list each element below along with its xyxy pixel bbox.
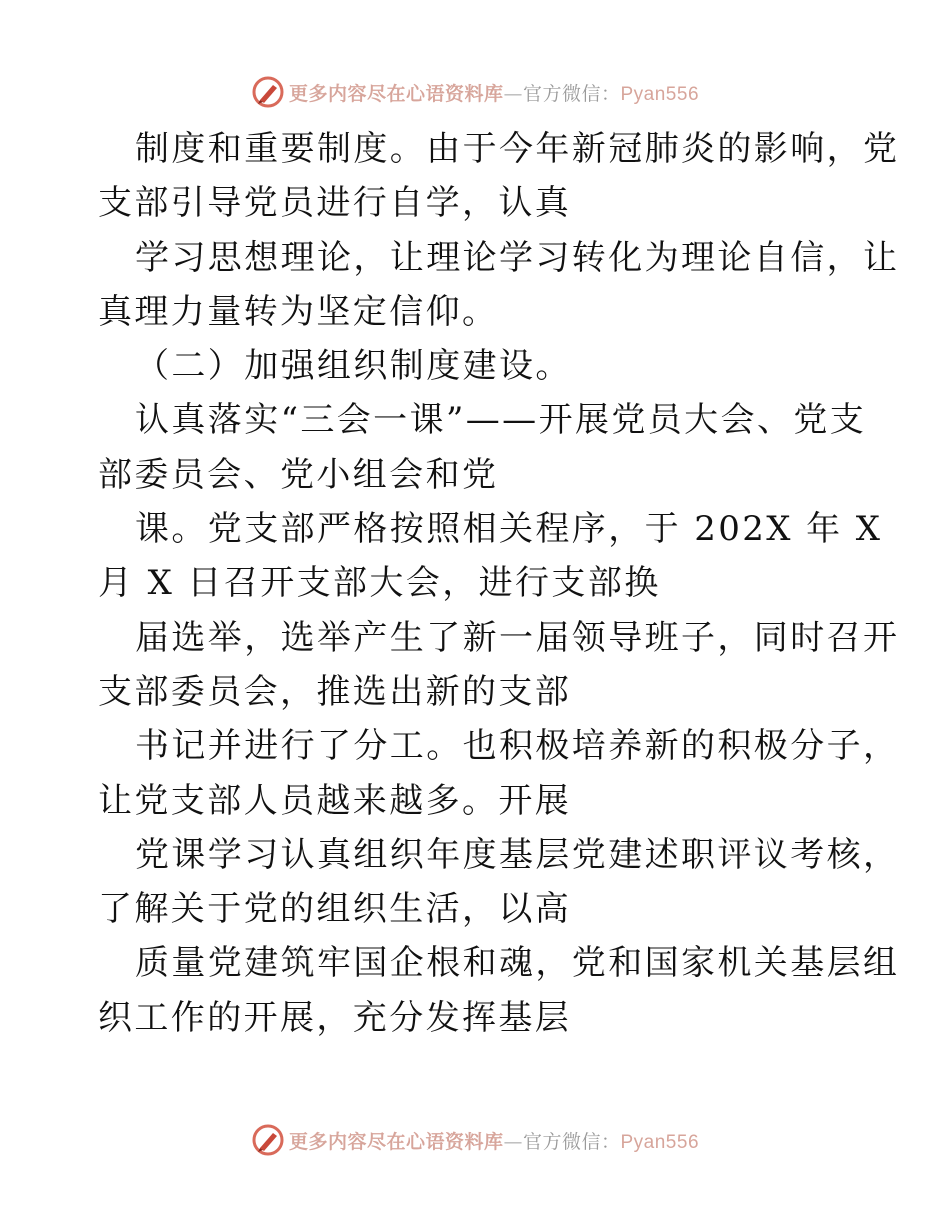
body-line: 部委员会、党小组会和党 — [98, 454, 499, 495]
pen-logo-icon — [251, 75, 285, 109]
body-line: 认真落实“三会一课”——开展党员大会、党支 — [135, 400, 867, 441]
watermark-official-label: 官方微信： — [522, 82, 621, 105]
body-line: 支部委员会，推选出新的支部 — [98, 671, 572, 712]
watermark-wechat-id: Pyan556 — [620, 1131, 700, 1153]
watermark-footer — [0, 1120, 950, 1160]
document-body — [98, 122, 900, 1045]
watermark-dash: — — [503, 82, 523, 105]
body-line: 课。党支部严格按照相关程序，于 202X 年 X — [135, 509, 883, 550]
body-line: 制度和重要制度。由于今年新冠肺炎的影响，党 — [135, 129, 900, 169]
body-line: 了解关于党的组织生活，以高 — [98, 889, 572, 930]
watermark-dash: — — [503, 1130, 523, 1153]
body-line: 届选举，选举产生了新一届领导班子，同时召开 — [135, 617, 900, 658]
body-line: 质量党建筑牢国企根和魂，党和国家机关基层组 — [135, 943, 900, 984]
body-line: 支部引导党员进行自学，认真 — [98, 183, 572, 224]
body-line: 真理力量转为坚定信仰。 — [98, 291, 499, 332]
body-line: 让党支部人员越来越多。开展 — [98, 780, 572, 821]
pen-logo-icon — [251, 1123, 285, 1157]
body-line: 月 X 日召开支部大会，进行支部换 — [98, 563, 661, 604]
watermark-header — [0, 72, 950, 112]
section-heading: （二）加强组织制度建设。 — [135, 346, 572, 387]
watermark-main-text: 更多内容尽在心语资料库 — [288, 1130, 504, 1153]
body-line: 织工作的开展，充分发挥基层 — [98, 997, 572, 1038]
body-line: 书记并进行了分工。也积极培养新的积极分子， — [135, 726, 900, 767]
watermark-main-text: 更多内容尽在心语资料库 — [288, 82, 504, 105]
body-line: 党课学习认真组织年度基层党建述职评议考核， — [135, 834, 900, 875]
body-line: 学习思想理论，让理论学习转化为理论自信，让 — [135, 237, 900, 278]
watermark-official-label: 官方微信： — [522, 1130, 621, 1153]
watermark-wechat-id: Pyan556 — [620, 83, 700, 105]
